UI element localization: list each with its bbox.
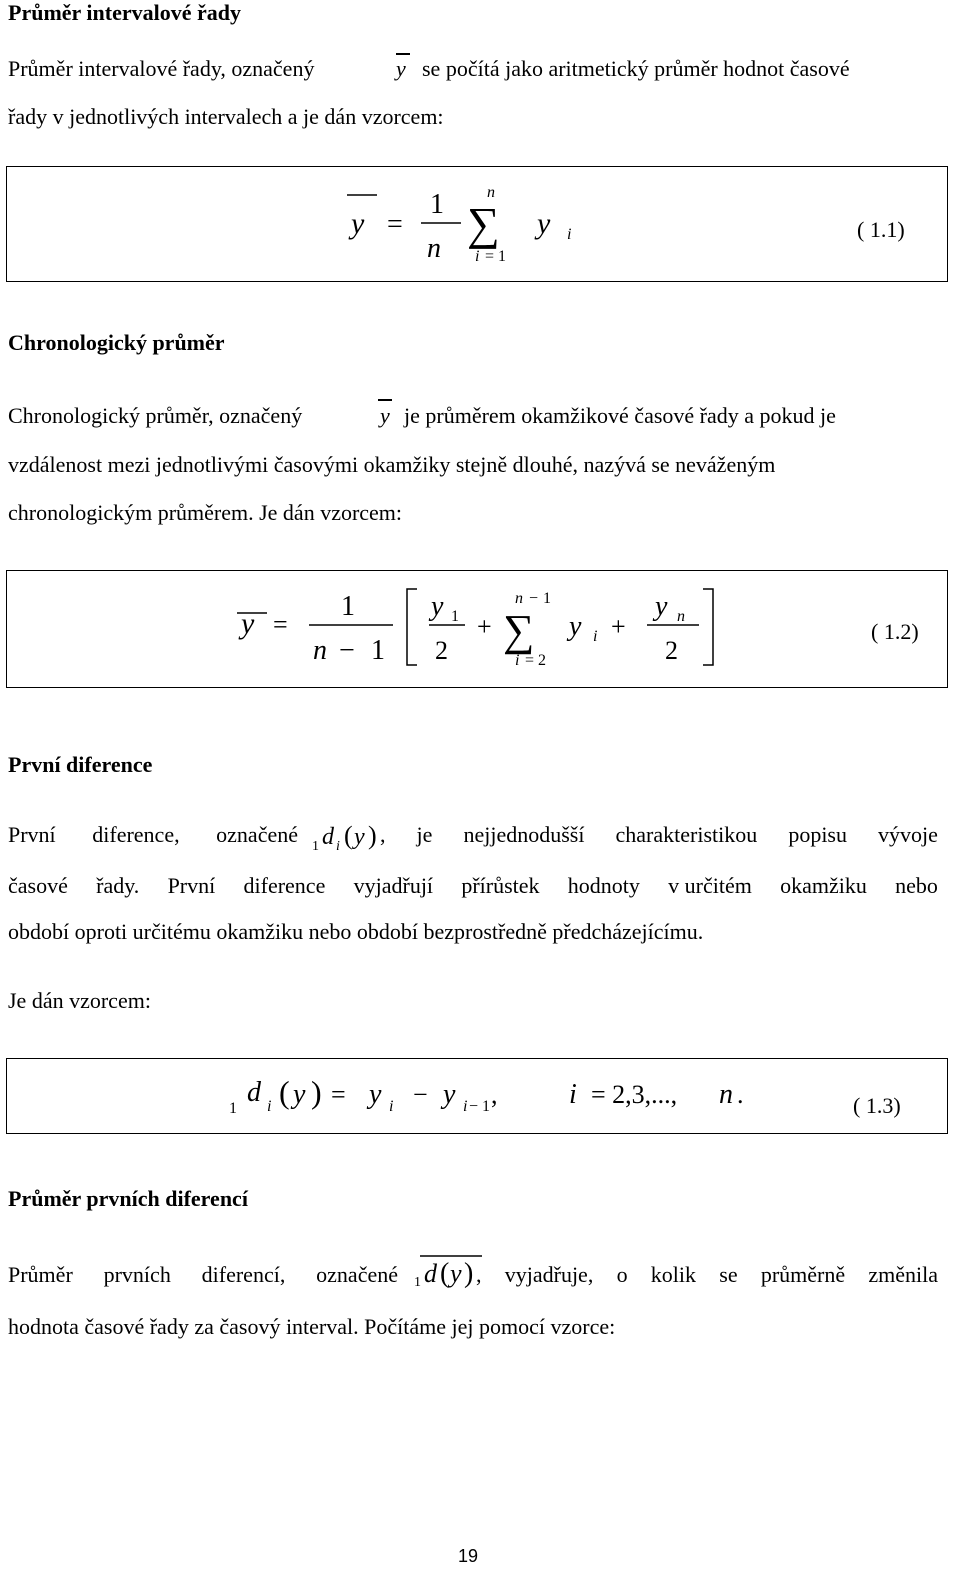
svg-text:n: n [313, 635, 327, 666]
svg-text:1: 1 [430, 189, 444, 220]
word: průměrně [760, 1262, 846, 1287]
paragraph-line [380, 822, 938, 848]
svg-text:n: n [515, 590, 523, 607]
word: diference [243, 873, 326, 898]
svg-text:( 1.2): ( 1.2) [871, 619, 919, 644]
word: vyjadřují [353, 873, 434, 898]
paragraph-text: vzdálenost mezi jednotlivými časovými okamžiky stejně dlouhé, nazývá se neváženým [8, 452, 776, 477]
section-heading: Chronologický průměr [8, 330, 225, 355]
word: , [476, 1262, 482, 1287]
svg-text:( 1.3): ( 1.3) [853, 1093, 901, 1118]
svg-text:d: d [322, 824, 334, 850]
svg-text:.: . [737, 1080, 744, 1109]
svg-text:∑: ∑ [503, 606, 535, 655]
svg-text:= 2: = 2 [525, 652, 547, 669]
svg-text:n: n [487, 184, 495, 201]
svg-text:−: − [413, 1080, 428, 1109]
svg-text:1: 1 [229, 1100, 237, 1117]
word: , [380, 822, 386, 847]
paragraph-line [8, 1262, 398, 1288]
word: hodnoty [567, 873, 640, 898]
svg-text:=: = [331, 1080, 346, 1109]
paragraph-text: řady v jednotlivých intervalech a je dán vzorcem: [8, 104, 444, 129]
svg-text:=: = [273, 610, 288, 639]
word: prvních [103, 1262, 171, 1287]
paragraph-text: chronologickým průměrem. Je dán vzorcem: [8, 500, 403, 525]
svg-text:−: − [529, 590, 539, 607]
paragraph-line [8, 822, 298, 848]
word: řady. [96, 873, 140, 898]
svg-text:y: y [351, 207, 365, 240]
svg-text:1: 1 [451, 608, 459, 625]
svg-text:n: n [427, 233, 441, 264]
word: První [8, 822, 56, 847]
svg-text:y: y [369, 1079, 382, 1110]
svg-text:i: i [567, 226, 572, 243]
svg-text:y: y [537, 207, 551, 240]
svg-text:i: i [593, 628, 598, 645]
svg-text:1: 1 [543, 590, 551, 607]
section-heading: Průměr intervalové řady [8, 0, 241, 25]
svg-text:i: i [336, 839, 340, 854]
svg-text:y: y [655, 591, 668, 622]
svg-text:=: = [387, 209, 403, 240]
paragraph-text: je průměrem okamžikové časové řady a pokud je [404, 403, 836, 428]
word: kolik [650, 1262, 697, 1287]
overline [396, 53, 410, 55]
svg-text:y: y [293, 1079, 306, 1110]
paragraph-text: Je dán vzorcem: [8, 988, 151, 1013]
word: změnila [868, 1262, 938, 1287]
svg-text:y: y [569, 611, 582, 642]
paragraph-text: hodnota časové řady za časový interval. Počítáme jej pomocí vzorce: [8, 1314, 616, 1339]
svg-text:1: 1 [341, 591, 355, 622]
equation-formula [7, 167, 947, 281]
svg-text:+: + [611, 612, 626, 641]
paragraph-line [8, 873, 938, 899]
paragraph-line [476, 1262, 938, 1288]
section-heading: Průměr prvních diferencí [8, 1186, 248, 1211]
inline-formula [308, 818, 388, 858]
svg-text:i: i [515, 652, 520, 669]
svg-text:+: + [477, 612, 492, 641]
svg-text:): ) [368, 821, 377, 850]
word: časové [8, 873, 68, 898]
svg-text:,: , [491, 1080, 498, 1109]
word: o [616, 1262, 628, 1287]
paragraph-text: Chronologický průměr, označený [8, 403, 303, 428]
svg-text:y: y [354, 824, 365, 850]
page-number: 19 [458, 1546, 479, 1566]
svg-text:d: d [247, 1077, 261, 1108]
svg-text:(: ( [344, 821, 353, 850]
svg-text:(: ( [440, 1258, 450, 1289]
svg-text:i: i [463, 1098, 468, 1115]
word: charakteristikou [615, 822, 758, 847]
word: diference, [92, 822, 180, 847]
svg-text:1: 1 [312, 839, 319, 854]
svg-text:1: 1 [414, 1275, 421, 1290]
equation-box [6, 570, 948, 688]
paragraph-text: se počítá jako aritmetický průměr hodnot časové [422, 56, 850, 81]
svg-text:): ) [311, 1074, 322, 1110]
word: nebo [895, 873, 938, 898]
svg-text:= 2,3,...,: = 2,3,..., [591, 1080, 678, 1109]
word: se [719, 1262, 738, 1287]
svg-text:= 1: = 1 [485, 248, 507, 265]
svg-text:y: y [241, 607, 255, 640]
word: v určitém [668, 873, 752, 898]
overline [378, 399, 392, 401]
svg-text:2: 2 [665, 636, 678, 665]
svg-text:i: i [475, 248, 480, 265]
svg-text:− 1: − 1 [469, 1098, 491, 1115]
symbol-y-bar: y [396, 56, 406, 81]
svg-text:n: n [677, 608, 685, 625]
word: označené [216, 822, 298, 847]
svg-text:y: y [450, 1259, 462, 1288]
inline-formula [406, 1248, 486, 1292]
equation-formula [7, 571, 947, 687]
word: je [416, 822, 433, 847]
svg-text:): ) [464, 1258, 474, 1289]
word: vyjadřuje, [504, 1262, 594, 1287]
svg-text:n: n [719, 1079, 733, 1110]
word: označené [316, 1262, 398, 1287]
svg-text:i: i [389, 1098, 394, 1115]
svg-text:2: 2 [435, 636, 448, 665]
symbol-y-bar: y [380, 403, 390, 428]
svg-text:d: d [424, 1259, 437, 1288]
word: vývoje [878, 822, 938, 847]
svg-text:1: 1 [371, 635, 385, 666]
word: okamžiku [780, 873, 867, 898]
word: popisu [788, 822, 847, 847]
equation-formula [7, 1059, 947, 1133]
word: Průměr [8, 1262, 73, 1287]
svg-text:(: ( [279, 1074, 290, 1110]
svg-text:i: i [267, 1098, 272, 1115]
paragraph-text: Průměr intervalové řady, označený [8, 56, 315, 81]
word: diferencí, [201, 1262, 286, 1287]
svg-text:∑: ∑ [467, 198, 500, 249]
section-heading: První diference [8, 752, 153, 777]
paragraph-text: období oproti určitému okamžiku nebo období bezprostředně předcházejícímu. [8, 919, 704, 944]
svg-text:( 1.1): ( 1.1) [857, 217, 905, 242]
equation-box [6, 166, 948, 282]
svg-text:y: y [443, 1079, 456, 1110]
word: První [167, 873, 216, 898]
word: nejjednodušší [463, 822, 585, 847]
svg-text:y: y [431, 591, 444, 622]
equation-box [6, 1058, 948, 1134]
word: přírůstek [461, 873, 540, 898]
svg-text:−: − [339, 635, 355, 666]
svg-text:i: i [569, 1079, 577, 1110]
